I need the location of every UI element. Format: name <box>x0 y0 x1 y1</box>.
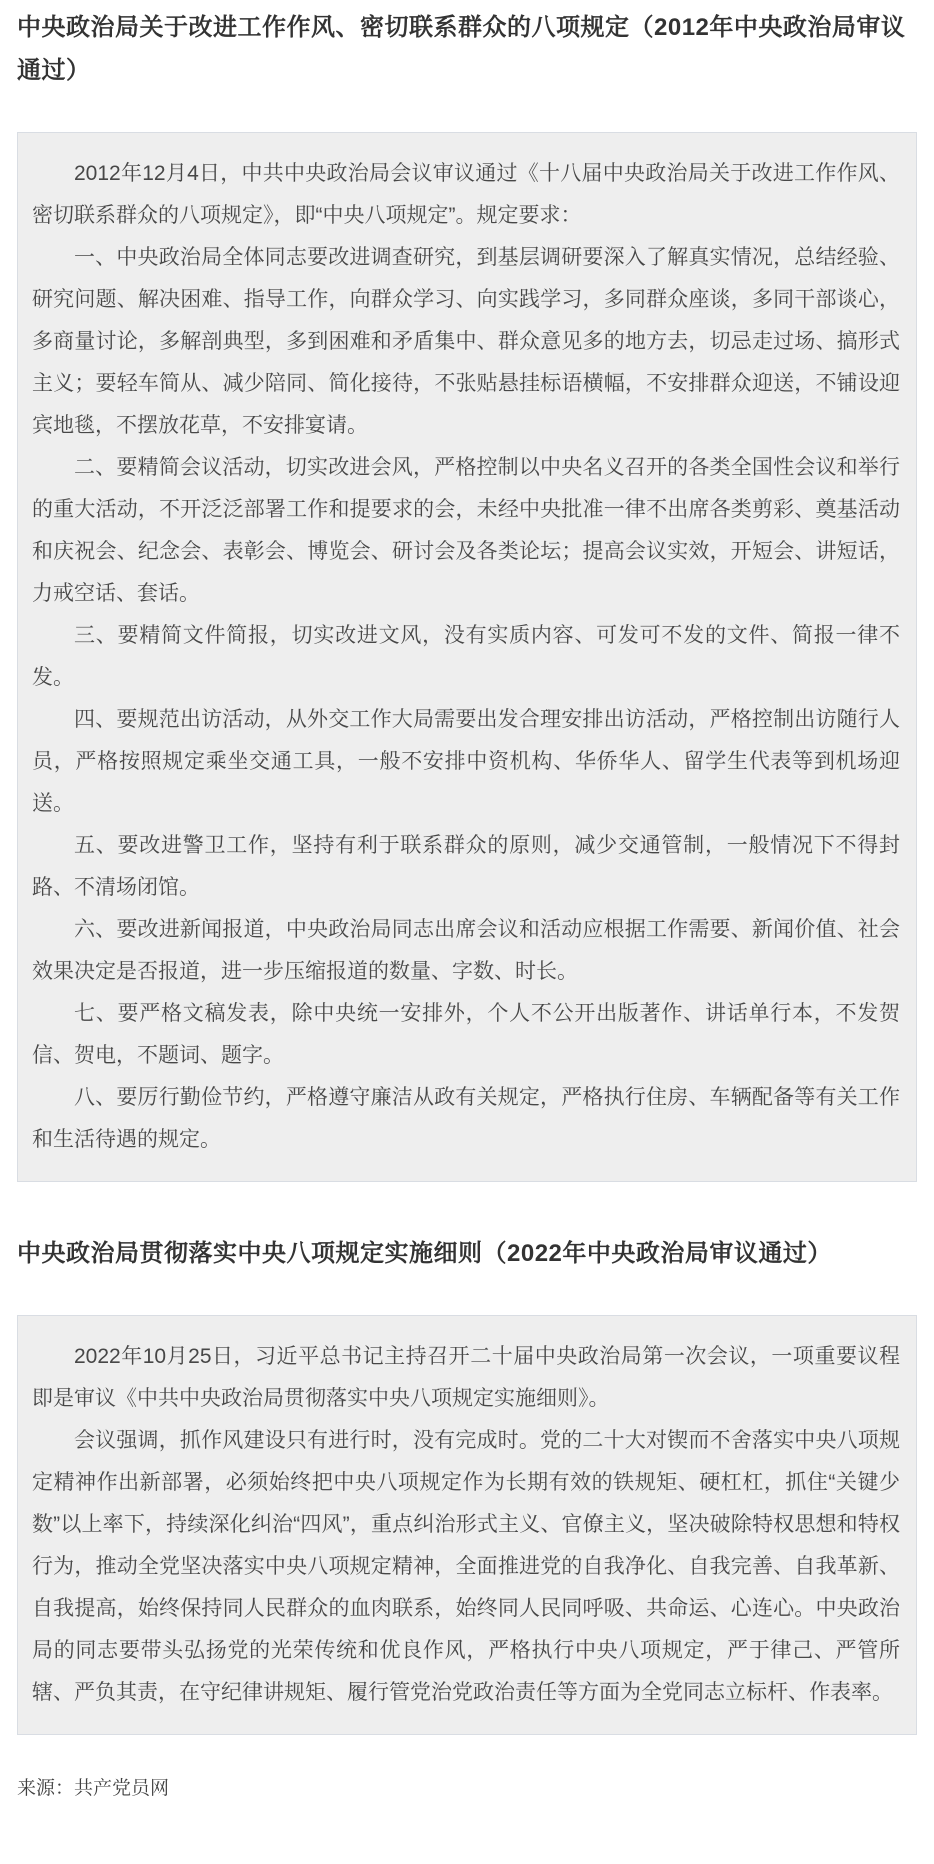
paragraph: 五、要改进警卫工作，坚持有利于联系群众的原则，减少交通管制，一般情况下不得封路、不清场闭馆。 <box>32 834 900 899</box>
paragraph: 八、要厉行勤俭节约，严格遵守廉洁从政有关规定，严格执行住房、车辆配备等有关工作和生活待遇的规定。 <box>32 1086 900 1151</box>
paragraph: 三、要精简文件简报，切实改进文风，没有实质内容、可发可不发的文件、简报一律不发。 <box>32 624 900 689</box>
paragraph: 六、要改进新闻报道，中央政治局同志出席会议和活动应根据工作需要、新闻价值、社会效果决定是否报道，进一步压缩报道的数量、字数、时长。 <box>32 918 900 983</box>
paragraph: 会议强调，抓作风建设只有进行时，没有完成时。党的二十大对锲而不舍落实中央八项规定精神作出新部署，必须始终把中央八项规定作为长期有效的铁规矩、硬杠杠，抓住“关键少数”以上率下，持续深化纠治“四风”，重点纠治形式主义、官僚主义，坚决破除特权思想和特权行为，推动全党坚决落实中央八项规定精神，全面推进党的自我净化、自我完善、自我革新、自我提高，始终保持同人民群众的血肉联系，始终同人民同呼吸、共命运、心连心。中央政治局的同志要带头弘扬党的光荣传统和优良作风，严格执行中央八项规定，严于律己、严管所辖、严负其责，在守纪律讲规矩、履行管党治党政治责任等方面为全党同志立标杆、作表率。 <box>32 1429 900 1704</box>
source-attribution: 来源：共产党员网 <box>17 1778 170 1799</box>
paragraph: 2012年12月4日，中共中央政治局会议审议通过《十八届中央政治局关于改进工作作风、密切联系群众的八项规定》，即“中央八项规定”。规定要求： <box>32 162 900 227</box>
paragraph: 二、要精简会议活动，切实改进会风，严格控制以中央名义召开的各类全国性会议和举行的重大活动，不开泛泛部署工作和提要求的会，未经中央批准一律不出席各类剪彩、奠基活动和庆祝会、纪念会、表彰会、博览会、研讨会及各类论坛；提高会议实效，开短会、讲短话，力戒空话、套话。 <box>32 456 900 605</box>
article-title-2022: 中央政治局贯彻落实中央八项规定实施细则（2022年中央政治局审议通过） <box>17 1240 832 1267</box>
paragraph: 一、中央政治局全体同志要改进调查研究，到基层调研要深入了解真实情况，总结经验、研究问题、解决困难、指导工作，向群众学习、向实践学习，多同群众座谈，多同干部谈心，多商量讨论，多解剖典型，多到困难和矛盾集中、群众意见多的地方去，切忌走过场、搞形式主义；要轻车简从、减少陪同、简化接待，不张贴悬挂标语横幅，不安排群众迎送，不铺设迎宾地毯，不摆放花草，不安排宴请。 <box>32 246 900 437</box>
paragraph: 四、要规范出访活动，从外交工作大局需要出发合理安排出访活动，严格控制出访随行人员，严格按照规定乘坐交通工具，一般不安排中资机构、华侨华人、留学生代表等到机场迎送。 <box>32 708 900 815</box>
paragraph: 七、要严格文稿发表，除中央统一安排外，个人不公开出版著作、讲话单行本，不发贺信、贺电，不题词、题字。 <box>32 1002 900 1067</box>
article-title-2012: 中央政治局关于改进工作作风、密切联系群众的八项规定（2012年中央政治局审议通过） <box>17 14 906 84</box>
paragraph: 2022年10月25日，习近平总书记主持召开二十届中央政治局第一次会议，一项重要议程即是审议《中共中央政治局贯彻落实中央八项规定实施细则》。 <box>32 1345 900 1410</box>
content-box-2022 <box>17 1315 917 1735</box>
content-box-2012 <box>17 132 917 1182</box>
